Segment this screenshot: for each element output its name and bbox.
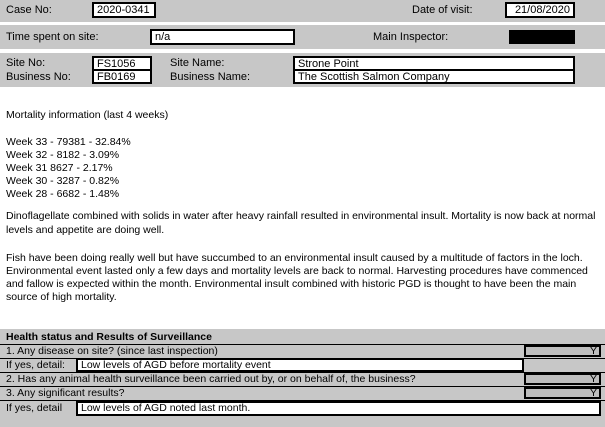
case-no-field[interactable]: 2020-0341 — [92, 2, 156, 18]
mortality-heading: Mortality information (last 4 weeks) — [6, 109, 169, 121]
mortality-week-row: Week 31 8627 - 2.17% — [6, 162, 113, 174]
time-spent-field[interactable]: n/a — [150, 29, 295, 45]
time-spent-label: Time spent on site: — [6, 31, 99, 43]
mortality-summary-line: Environmental event lasted only a few days and mortality levels are back to normal. Harvesting procedures have commenced — [6, 265, 588, 277]
mortality-summary-line: Fish have been doing really well but have succumbed to an environmental insult caused by a multitude of factors in the loch. — [6, 252, 583, 264]
q2-answer-field[interactable]: Y — [524, 373, 601, 385]
mortality-week-row: Week 32 - 8182 - 3.09% — [6, 149, 120, 161]
question-1: 1. Any disease on site? (since last inspection) — [6, 345, 218, 357]
q3-answer-field[interactable]: Y — [524, 387, 601, 399]
q3-detail-label: If yes, detail — [6, 402, 63, 414]
mortality-week-row: Week 30 - 3287 - 0.82% — [6, 175, 120, 187]
mortality-summary-line: and fallow is expected within the month. Environmental insult combined with historic PGD is thought to have been the main — [6, 278, 577, 290]
business-name-label: Business Name: — [170, 71, 251, 83]
q1-detail-label: If yes, detail: — [6, 359, 65, 371]
q3-detail-field[interactable]: Low levels of AGD noted last month. — [76, 401, 601, 416]
site-no-label: Site No: — [6, 57, 46, 69]
mortality-week-row: Week 33 - 79381 - 32.84% — [6, 136, 131, 148]
question-2: 2. Has any animal health surveillance been carried out by, or on behalf of, the business? — [6, 373, 416, 385]
mortality-note-line: levels and appetite are doing well. — [6, 224, 165, 236]
inspector-redaction — [509, 30, 575, 44]
site-name-field[interactable]: Strone Point — [293, 56, 575, 71]
health-section-title: Health status and Results of Surveillance — [6, 331, 212, 343]
q1-answer-field[interactable]: Y — [524, 345, 601, 357]
q1-detail-field[interactable]: Low levels of AGD before mortality event — [76, 358, 524, 372]
business-no-label: Business No: — [6, 71, 71, 83]
case-no-label: Case No: — [6, 4, 52, 16]
mortality-week-row: Week 28 - 6682 - 1.48% — [6, 188, 120, 200]
date-of-visit-label: Date of visit: — [412, 4, 473, 16]
business-no-field[interactable]: FB0169 — [92, 69, 152, 84]
site-no-field[interactable]: FS1056 — [92, 56, 152, 71]
site-name-label: Site Name: — [170, 57, 225, 69]
main-inspector-label: Main Inspector: — [373, 31, 449, 43]
question-3: 3. Any significant results? — [6, 387, 125, 399]
business-name-field[interactable]: The Scottish Salmon Company — [293, 69, 575, 84]
date-of-visit-field[interactable]: 21/08/2020 — [505, 2, 575, 18]
mortality-summary-line: source of high mortality. — [6, 291, 117, 303]
mortality-note-line: Dinoflagellate combined with solids in water after heavy rainfall resulted in environmental insult. Mortality is now back at normal — [6, 210, 596, 222]
